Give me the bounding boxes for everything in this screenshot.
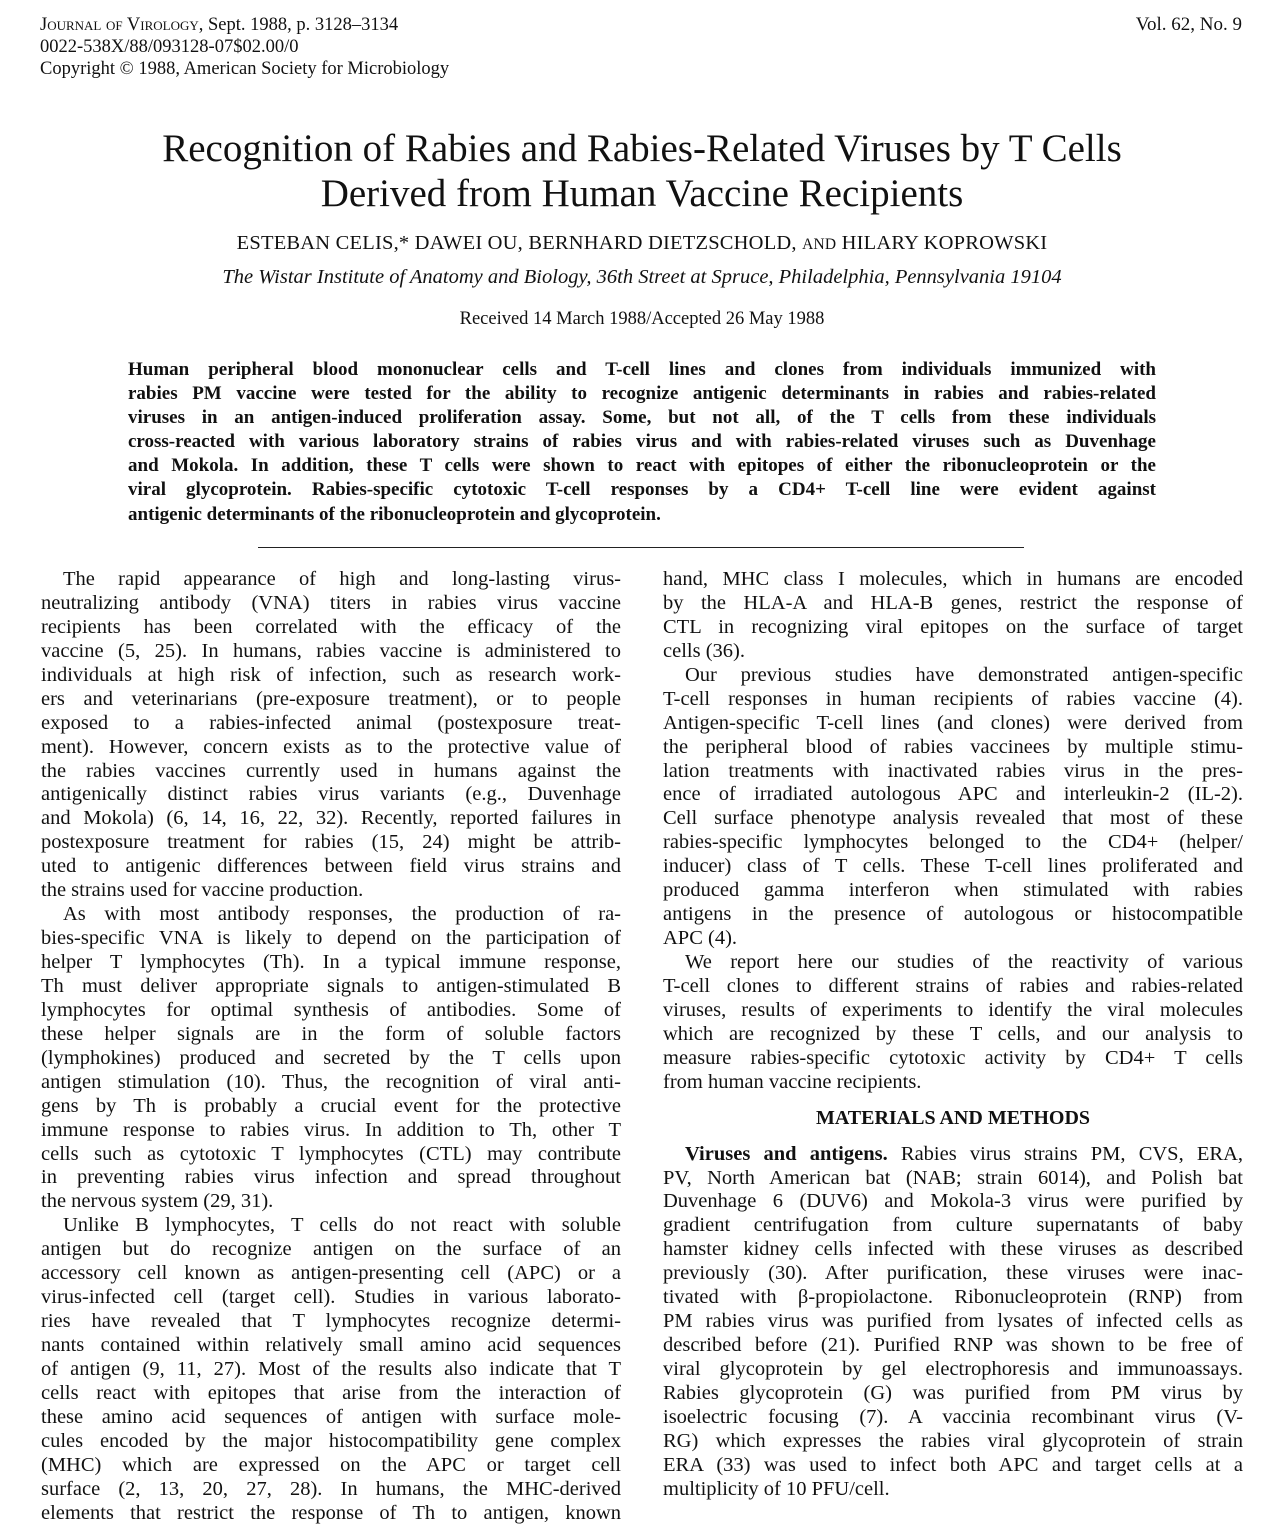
text-line: lymphocytes for optimal synthesis of antibodies. Some of: [41, 998, 621, 1021]
abstract-line: viral glycoprotein. Rabies-specific cytotoxic T-cell responses by a CD4+ T-cell line were evident against: [128, 479, 1156, 501]
right-column: [663, 568, 1243, 1502]
text-line: accessory cell known as antigen-presenting cell (APC) or a: [41, 1262, 621, 1285]
abstract-line: Human peripheral blood mononuclear cells and T-cell lines and clones from individuals immunized with: [128, 359, 1156, 380]
text-line: T-cell responses in human recipients of rabies vaccine (4).: [663, 687, 1243, 710]
text-line: cules encoded by the major histocompatibility gene complex: [41, 1429, 621, 1452]
received-dates: Received 14 March 1988/Accepted 26 May 1988: [459, 309, 825, 329]
text-line: inducer) class of T cells. These T-cell lines proliferated and: [663, 855, 1243, 878]
text-line: ries have revealed that T lymphocytes recognize determi-: [41, 1310, 621, 1333]
abstract-line: and Mokola. In addition, these T cells were shown to react with epitopes of either the ribonucleoprotein or the: [128, 455, 1156, 477]
text-line: these amino acid sequences of antigen with surface mole-: [41, 1405, 621, 1428]
text-line: The rapid appearance of high and long-lasting virus-: [63, 568, 621, 590]
volume-issue: Vol. 62, No. 9: [1135, 14, 1242, 35]
text-line: described before (21). Purified RNP was shown to be free of: [663, 1334, 1243, 1357]
text-line: cells such as cytotoxic T lymphocytes (CTL) may contribute: [41, 1142, 621, 1165]
text-line: helper T lymphocytes (Th). In a typical immune response,: [41, 951, 621, 973]
text-line: postexposure treatment for rabies (15, 24) might be attrib-: [41, 831, 621, 854]
text-line: the strains used for vaccine production.: [41, 879, 364, 902]
text-line: Viruses and antigens. Rabies virus strains PM, CVS, ERA,: [685, 1142, 1244, 1165]
issn-line: 0022-538X/88/093128-07$02.00/0: [40, 37, 299, 57]
article-title: [0, 126, 1284, 216]
text-line: which are recognized by these T cells, and our analysis to: [663, 1022, 1243, 1045]
text-line: antigen stimulation (10). Thus, the recognition of viral anti-: [41, 1070, 621, 1093]
journal-name: Journal of Virology: [40, 15, 199, 35]
text-line: produced gamma interferon when stimulated with rabies: [663, 879, 1243, 902]
text-line: Unlike B lymphocytes, T cells do not react with soluble: [63, 1214, 621, 1237]
text-line: Th must deliver appropriate signals to antigen-stimulated B: [41, 974, 621, 997]
section-divider: [258, 547, 1024, 548]
text-line: hamster kidney cells infected with these viruses as described: [663, 1238, 1243, 1261]
text-line: individuals at high risk of infection, such as research work-: [41, 663, 621, 686]
text-line: isoelectric focusing (7). A vaccinia recombinant virus (V-: [663, 1405, 1243, 1428]
left-column: [41, 568, 621, 1524]
text-line: Cell surface phenotype analysis revealed that most of these: [663, 807, 1243, 830]
text-line: immune response to rabies virus. In addition to Th, other T: [41, 1118, 621, 1141]
text-line: We report here our studies of the reactivity of various: [685, 951, 1243, 973]
text-line: antigenically distinct rabies virus variants (e.g., Duvenhage: [41, 783, 621, 806]
text-line: gens by Th is probably a crucial event for the protective: [41, 1094, 621, 1117]
text-line: these helper signals are in the form of soluble factors: [41, 1022, 621, 1045]
copyright-line: Copyright © 1988, American Society for Microbiology: [40, 59, 450, 79]
text-line: ers and veterinarians (pre-exposure treatment), or to people: [41, 687, 621, 710]
text-line: cells react with epitopes that arise from the interaction of: [41, 1381, 621, 1404]
text-line: surface (2, 13, 20, 27, 28). In humans, the MHC-derived: [41, 1477, 621, 1500]
abstract: [128, 358, 1156, 527]
text-line: the nervous system (29, 31).: [41, 1190, 274, 1213]
abstract-line: cross-reacted with various laboratory strains of rabies virus and with rabies-related viruses such as Duvenhage: [128, 431, 1156, 453]
runin-heading: Viruses and antigens.: [685, 1142, 888, 1165]
text-line: Rabies glycoprotein (G) was purified from PM virus by: [663, 1381, 1243, 1404]
text-line: measure rabies-specific cytotoxic activity by CD4+ T cells: [663, 1046, 1243, 1069]
text-line: multiplicity of 10 PFU/cell.: [663, 1477, 890, 1500]
text-line: Duvenhage 6 (DUV6) and Mokola-3 virus were purified by: [663, 1190, 1243, 1213]
text-line: the peripheral blood of rabies vaccinees by multiple stimu-: [663, 735, 1243, 758]
author-list: ESTEBAN CELIS,* DAWEI OU, BERNHARD DIETZSCHOLD, AND HILARY KOPROWSKI: [236, 232, 1048, 254]
text-line: rabies-specific lymphocytes belonged to the CD4+ (helper/: [663, 831, 1243, 854]
text-line: (MHC) which are expressed on the APC or target cell: [41, 1453, 621, 1476]
text-line: virus-infected cell (target cell). Studies in various laborato-: [41, 1286, 621, 1309]
text-line: PM rabies virus was purified from lysates of infected cells as: [663, 1310, 1243, 1333]
affiliation: The Wistar Institute of Anatomy and Biology, 36th Street at Spruce, Philadelphia, Pennsylvania 19104: [222, 266, 1062, 288]
text-line: As with most antibody responses, the production of ra-: [63, 903, 621, 926]
text-line: lation treatments with inactivated rabies virus in the pres-: [663, 759, 1243, 782]
text-line: PV, North American bat (NAB; strain 6014), and Polish bat: [663, 1166, 1243, 1189]
text-line: Antigen-specific T-cell lines (and clones) were derived from: [663, 711, 1243, 734]
text-line: vaccine (5, 25). In humans, rabies vaccine is administered to: [41, 639, 621, 662]
text-line: in preventing rabies virus infection and spread throughout: [41, 1166, 621, 1189]
text-line: exposed to a rabies-infected animal (postexposure treat-: [41, 711, 621, 734]
text-line: bies-specific VNA is likely to depend on the participation of: [41, 927, 621, 950]
journal-citation: Journal of Virology, Sept. 1988, p. 3128–3134: [40, 15, 399, 35]
text-line: by the HLA-A and HLA-B genes, restrict the response of: [663, 591, 1243, 614]
abstract-line: viruses in an antigen-induced proliferation assay. Some, but not all, of the T cells from these individuals: [128, 407, 1156, 429]
text-line: and Mokola) (6, 14, 16, 22, 32). Recently, reported failures in: [41, 807, 621, 830]
journal-header: [40, 14, 449, 80]
text-line-cropped: elements that restrict the response of Th to antigen, known: [41, 1501, 621, 1524]
text-line: from human vaccine recipients.: [663, 1070, 922, 1093]
text-line: ment). However, concern exists as to the protective value of: [41, 735, 621, 758]
abstract-line: rabies PM vaccine were tested for the ability to recognize antigenic determinants in rabies and rabies-related: [128, 383, 1156, 405]
abstract-line: antigenic determinants of the ribonucleoprotein and glycoprotein.: [128, 503, 661, 525]
text-line: ence of irradiated autologous APC and interleukin-2 (IL-2).: [663, 783, 1243, 806]
text-line: (lymphokines) produced and secreted by the T cells upon: [41, 1046, 621, 1069]
title-line: Recognition of Rabies and Rabies-Related Viruses by T Cells: [162, 127, 1122, 170]
text-line: T-cell clones to different strains of rabies and rabies-related: [663, 974, 1243, 997]
text-line: uted to antigenic differences between field virus strains and: [41, 855, 621, 878]
text-line: cells (36).: [663, 639, 745, 662]
section-heading: MATERIALS AND METHODS: [815, 1106, 1091, 1129]
text-line: viral glycoprotein by gel electrophoresis and immunoassays.: [663, 1358, 1243, 1380]
text-line: gradient centrifugation from culture supernatants of baby: [663, 1214, 1243, 1237]
text-line: the rabies vaccines currently used in humans against the: [41, 759, 621, 782]
text-line: recipients has been correlated with the efficacy of the: [41, 615, 621, 638]
text-line: nants contained within relatively small amino acid sequences: [41, 1334, 621, 1356]
text-line: CTL in recognizing viral epitopes on the surface of target: [663, 615, 1243, 638]
text-line: neutralizing antibody (VNA) titers in rabies virus vaccine: [41, 591, 621, 614]
text-line: of antigen (9, 11, 27). Most of the results also indicate that T: [41, 1357, 621, 1380]
text-line: antigens in the presence of autologous or histocompatible: [663, 903, 1243, 926]
text-line: viruses, results of experiments to identify the viral molecules: [663, 998, 1243, 1021]
text-line: ERA (33) was used to infect both APC and target cells at a: [663, 1453, 1243, 1476]
text-line: RG) which expresses the rabies viral glycoprotein of strain: [663, 1429, 1243, 1452]
text-line: antigen but do recognize antigen on the surface of an: [41, 1238, 621, 1261]
text-line: previously (30). After purification, these viruses were inac-: [663, 1262, 1243, 1285]
text-line: tivated with β-propiolactone. Ribonucleoprotein (RNP) from: [663, 1286, 1243, 1309]
text-line: Our previous studies have demonstrated antigen-specific: [685, 663, 1243, 686]
text-line: APC (4).: [663, 927, 738, 950]
title-line: Derived from Human Vaccine Recipients: [320, 172, 964, 215]
text-line: hand, MHC class I molecules, which in humans are encoded: [663, 568, 1243, 590]
